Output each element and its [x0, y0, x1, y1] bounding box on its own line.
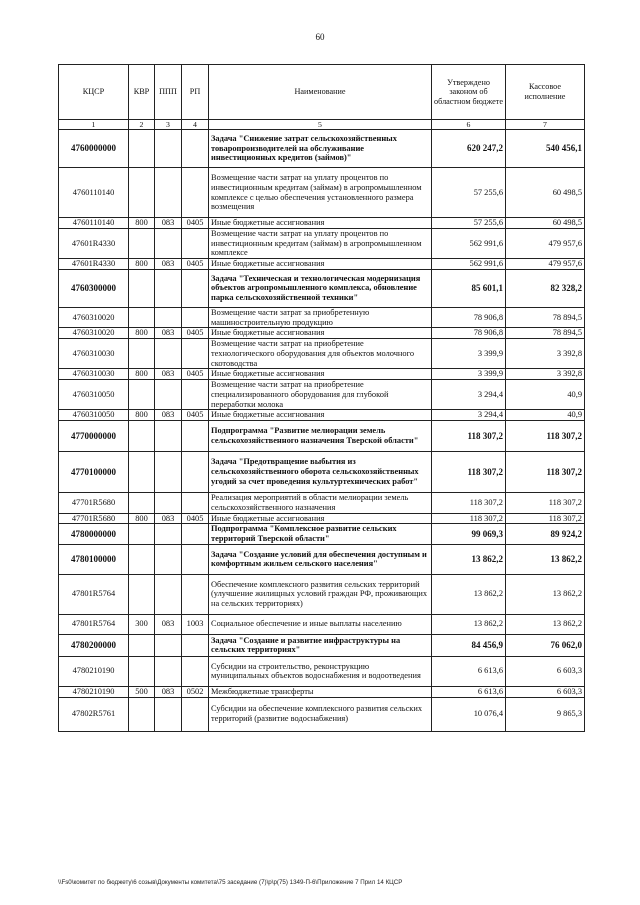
cell-name: Возмещение части затрат на приобретение технологического оборудования для объектов молочного скотоводства — [209, 339, 432, 369]
cell-kcsr: 4760110140 — [59, 168, 129, 218]
cell-ppp — [155, 421, 182, 452]
cell-kcsr: 4760310020 — [59, 307, 129, 328]
cell-name: Иные бюджетные ассигнования — [209, 259, 432, 270]
table-row — [59, 544, 585, 574]
column-index: 6 — [432, 120, 506, 130]
table-row — [59, 369, 585, 380]
cell-name: Иные бюджетные ассигнования — [209, 410, 432, 421]
cell-rp: 0405 — [182, 369, 209, 380]
cell-kcsr: 4760310050 — [59, 380, 129, 410]
cell-cash: 9 865,3 — [506, 697, 585, 731]
table-row — [59, 410, 585, 421]
cell-rp — [182, 380, 209, 410]
cell-approved: 620 247,2 — [432, 130, 506, 168]
cell-name: Возмещение части затрат на уплату процентов по инвестиционным кредитам (займам) в агропромышленном комплексе — [209, 228, 432, 258]
table-row — [59, 452, 585, 493]
cell-ppp — [155, 452, 182, 493]
cell-ppp: 083 — [155, 369, 182, 380]
cell-approved: 99 069,3 — [432, 524, 506, 545]
cell-kcsr: 47601R4330 — [59, 228, 129, 258]
cell-kvr: 800 — [129, 410, 155, 421]
cell-cash: 60 498,5 — [506, 168, 585, 218]
cell-kcsr: 47701R5680 — [59, 513, 129, 524]
cell-cash: 40,9 — [506, 380, 585, 410]
cell-cash: 76 062,0 — [506, 634, 585, 656]
cell-name: Межбюджетные трансферты — [209, 686, 432, 697]
cell-name: Задача "Техническая и технологическая модернизация объектов агропромышленного комплекса, обновление парка сельскохозяйственной техники" — [209, 269, 432, 307]
cell-kvr — [129, 656, 155, 686]
budget-execution-table — [58, 64, 585, 732]
cell-kcsr: 4760000000 — [59, 130, 129, 168]
cell-approved: 85 601,1 — [432, 269, 506, 307]
cell-name: Возмещение части затрат на приобретение специализированного оборудования для глубокой переработки молока — [209, 380, 432, 410]
cell-approved: 13 862,2 — [432, 574, 506, 614]
cell-approved: 118 307,2 — [432, 452, 506, 493]
cell-kvr — [129, 697, 155, 731]
cell-kcsr: 47801R5764 — [59, 574, 129, 614]
header-cash: Кассовое исполнение — [506, 65, 585, 120]
cell-approved: 57 255,6 — [432, 218, 506, 229]
cell-kvr — [129, 269, 155, 307]
cell-kcsr: 4780200000 — [59, 634, 129, 656]
cell-rp: 0405 — [182, 218, 209, 229]
cell-approved: 118 307,2 — [432, 513, 506, 524]
header-kcsr: КЦСР — [59, 65, 129, 120]
cell-cash: 540 456,1 — [506, 130, 585, 168]
cell-rp — [182, 524, 209, 545]
table-row — [59, 218, 585, 229]
column-index: 1 — [59, 120, 129, 130]
cell-kvr — [129, 307, 155, 328]
cell-cash: 118 307,2 — [506, 513, 585, 524]
cell-name: Иные бюджетные ассигнования — [209, 369, 432, 380]
cell-ppp — [155, 130, 182, 168]
header-ppp: ППП — [155, 65, 182, 120]
cell-approved: 57 255,6 — [432, 168, 506, 218]
cell-cash: 82 328,2 — [506, 269, 585, 307]
cell-approved: 6 613,6 — [432, 686, 506, 697]
cell-kvr: 800 — [129, 328, 155, 339]
cell-ppp: 083 — [155, 259, 182, 270]
cell-kvr — [129, 524, 155, 545]
cell-name: Социальное обеспечение и иные выплаты населению — [209, 614, 432, 634]
cell-approved: 10 076,4 — [432, 697, 506, 731]
table-body — [59, 130, 585, 732]
cell-ppp: 083 — [155, 686, 182, 697]
cell-approved: 13 862,2 — [432, 614, 506, 634]
header-kvr: КВР — [129, 65, 155, 120]
cell-approved: 118 307,2 — [432, 421, 506, 452]
cell-name: Субсидии на обеспечение комплексного развития сельских территорий (развитие водоснабжения) — [209, 697, 432, 731]
cell-kcsr: 4760310050 — [59, 410, 129, 421]
cell-kvr — [129, 421, 155, 452]
cell-kcsr: 4780000000 — [59, 524, 129, 545]
column-index: 4 — [182, 120, 209, 130]
cell-kvr: 800 — [129, 513, 155, 524]
cell-cash: 118 307,2 — [506, 493, 585, 514]
cell-rp: 0405 — [182, 328, 209, 339]
cell-name: Задача "Снижение затрат сельскохозяйственных товаропроизводителей на обслуживание инвестиционных кредитов (займов)" — [209, 130, 432, 168]
table-row — [59, 686, 585, 697]
cell-name: Подпрограмма "Развитие мелиорации земель сельскохозяйственного назначения Тверской области" — [209, 421, 432, 452]
cell-rp: 0405 — [182, 513, 209, 524]
cell-rp — [182, 697, 209, 731]
column-index: 3 — [155, 120, 182, 130]
cell-kvr — [129, 493, 155, 514]
footer-file-path: \\Fs0\комитет по бюджету\6 созыв\Документы комитета\75 заседание (7)\р\р(75) 1349-П-6\Приложение 7 Прил 14 КЦСР — [58, 879, 403, 886]
cell-rp — [182, 634, 209, 656]
cell-name: Субсидии на строительство, реконструкцию муниципальных объектов водоснабжения и водоотведения — [209, 656, 432, 686]
cell-rp — [182, 168, 209, 218]
cell-ppp — [155, 269, 182, 307]
cell-approved: 118 307,2 — [432, 493, 506, 514]
table-row — [59, 634, 585, 656]
cell-approved: 78 906,8 — [432, 307, 506, 328]
table-row — [59, 130, 585, 168]
cell-kcsr: 4770000000 — [59, 421, 129, 452]
cell-approved: 3 399,9 — [432, 369, 506, 380]
cell-ppp: 083 — [155, 410, 182, 421]
cell-ppp — [155, 697, 182, 731]
cell-kcsr: 47701R5680 — [59, 493, 129, 514]
cell-ppp — [155, 634, 182, 656]
table-row — [59, 269, 585, 307]
cell-approved: 562 991,6 — [432, 259, 506, 270]
cell-name: Иные бюджетные ассигнования — [209, 513, 432, 524]
table-row — [59, 614, 585, 634]
cell-cash: 6 603,3 — [506, 656, 585, 686]
cell-ppp: 083 — [155, 614, 182, 634]
cell-cash: 13 862,2 — [506, 614, 585, 634]
column-index: 7 — [506, 120, 585, 130]
cell-ppp — [155, 168, 182, 218]
cell-ppp — [155, 544, 182, 574]
cell-ppp: 083 — [155, 328, 182, 339]
cell-kvr — [129, 168, 155, 218]
cell-approved: 13 862,2 — [432, 544, 506, 574]
page-number: 60 — [315, 32, 325, 42]
cell-cash: 78 894,5 — [506, 307, 585, 328]
cell-ppp — [155, 656, 182, 686]
cell-rp — [182, 452, 209, 493]
table-row — [59, 328, 585, 339]
cell-cash: 118 307,2 — [506, 421, 585, 452]
cell-rp: 0405 — [182, 259, 209, 270]
cell-cash: 60 498,5 — [506, 218, 585, 229]
table-row — [59, 259, 585, 270]
cell-kcsr: 4780210190 — [59, 686, 129, 697]
table-row — [59, 656, 585, 686]
cell-rp — [182, 339, 209, 369]
cell-name: Реализация мероприятий в области мелиорации земель сельскохозяйственного назначения — [209, 493, 432, 514]
cell-kvr: 300 — [129, 614, 155, 634]
cell-rp: 0502 — [182, 686, 209, 697]
cell-name: Возмещение части затрат на уплату процентов по инвестиционным кредитам (займам) в агропромышленном комплексе с целью обеспечения установленного размера возмещения — [209, 168, 432, 218]
cell-cash: 3 392,8 — [506, 369, 585, 380]
cell-cash: 3 392,8 — [506, 339, 585, 369]
cell-kcsr: 4780210190 — [59, 656, 129, 686]
cell-ppp: 083 — [155, 513, 182, 524]
header-rp: РП — [182, 65, 209, 120]
cell-name: Задача "Создание и развитие инфраструктуры на сельских территориях" — [209, 634, 432, 656]
cell-ppp — [155, 524, 182, 545]
table-row — [59, 513, 585, 524]
cell-rp — [182, 421, 209, 452]
cell-kcsr: 4760110140 — [59, 218, 129, 229]
table-row — [59, 574, 585, 614]
cell-kvr — [129, 574, 155, 614]
table-row — [59, 697, 585, 731]
table-row — [59, 168, 585, 218]
table-row — [59, 339, 585, 369]
cell-rp — [182, 493, 209, 514]
cell-approved: 3 399,9 — [432, 339, 506, 369]
cell-name: Подпрограмма "Комплексное развитие сельских территорий Тверской области" — [209, 524, 432, 545]
cell-cash: 89 924,2 — [506, 524, 585, 545]
cell-ppp — [155, 307, 182, 328]
cell-rp — [182, 130, 209, 168]
cell-cash: 78 894,5 — [506, 328, 585, 339]
table-row — [59, 524, 585, 545]
cell-name: Возмещение части затрат за приобретенную машиностроительную продукцию — [209, 307, 432, 328]
cell-cash: 40,9 — [506, 410, 585, 421]
cell-approved: 84 456,9 — [432, 634, 506, 656]
cell-ppp — [155, 228, 182, 258]
cell-kcsr: 4760310030 — [59, 339, 129, 369]
cell-kvr — [129, 452, 155, 493]
cell-name: Задача "Предотвращение выбытия из сельскохозяйственного оборота сельскохозяйственных угодий за счет проведения культуртехнических работ" — [209, 452, 432, 493]
cell-kvr — [129, 544, 155, 574]
cell-approved: 6 613,6 — [432, 656, 506, 686]
cell-ppp — [155, 339, 182, 369]
cell-kcsr: 47802R5761 — [59, 697, 129, 731]
cell-kcsr: 4760300000 — [59, 269, 129, 307]
cell-kcsr: 47601R4330 — [59, 259, 129, 270]
cell-kvr — [129, 228, 155, 258]
cell-name: Иные бюджетные ассигнования — [209, 328, 432, 339]
cell-cash: 479 957,6 — [506, 228, 585, 258]
cell-rp: 1003 — [182, 614, 209, 634]
column-index: 5 — [209, 120, 432, 130]
cell-kvr — [129, 130, 155, 168]
cell-ppp — [155, 493, 182, 514]
cell-ppp — [155, 574, 182, 614]
cell-kcsr: 4770100000 — [59, 452, 129, 493]
cell-kcsr: 4760310020 — [59, 328, 129, 339]
cell-kvr: 800 — [129, 218, 155, 229]
cell-rp — [182, 544, 209, 574]
cell-approved: 78 906,8 — [432, 328, 506, 339]
cell-rp — [182, 307, 209, 328]
cell-rp — [182, 656, 209, 686]
column-index: 2 — [129, 120, 155, 130]
table-row — [59, 380, 585, 410]
header-name: Наименование — [209, 65, 432, 120]
cell-kvr: 500 — [129, 686, 155, 697]
cell-cash: 6 603,3 — [506, 686, 585, 697]
cell-approved: 562 991,6 — [432, 228, 506, 258]
cell-kcsr: 4780100000 — [59, 544, 129, 574]
cell-kvr — [129, 634, 155, 656]
cell-ppp: 083 — [155, 218, 182, 229]
cell-rp — [182, 269, 209, 307]
table-header-row — [59, 65, 585, 120]
cell-name: Иные бюджетные ассигнования — [209, 218, 432, 229]
cell-kcsr: 47801R5764 — [59, 614, 129, 634]
cell-kcsr: 4760310030 — [59, 369, 129, 380]
cell-kvr — [129, 339, 155, 369]
cell-kvr — [129, 380, 155, 410]
cell-kvr: 800 — [129, 259, 155, 270]
table-row — [59, 228, 585, 258]
table-row — [59, 493, 585, 514]
cell-cash: 479 957,6 — [506, 259, 585, 270]
cell-rp — [182, 228, 209, 258]
cell-approved: 3 294,4 — [432, 410, 506, 421]
column-index-row — [59, 120, 585, 130]
header-approved: Утверждено законом об областном бюджете — [432, 65, 506, 120]
cell-name: Обеспечение комплексного развития сельских территорий (улучшение жилищных условий граждан РФ, проживающих на сельских территориях) — [209, 574, 432, 614]
cell-cash: 13 862,2 — [506, 544, 585, 574]
cell-cash: 13 862,2 — [506, 574, 585, 614]
cell-approved: 3 294,4 — [432, 380, 506, 410]
cell-name: Задача "Создание условий для обеспечения доступным и комфортным жильем сельского населения" — [209, 544, 432, 574]
cell-rp: 0405 — [182, 410, 209, 421]
cell-kvr: 800 — [129, 369, 155, 380]
cell-ppp — [155, 380, 182, 410]
table-row — [59, 421, 585, 452]
cell-rp — [182, 574, 209, 614]
cell-cash: 118 307,2 — [506, 452, 585, 493]
table-row — [59, 307, 585, 328]
